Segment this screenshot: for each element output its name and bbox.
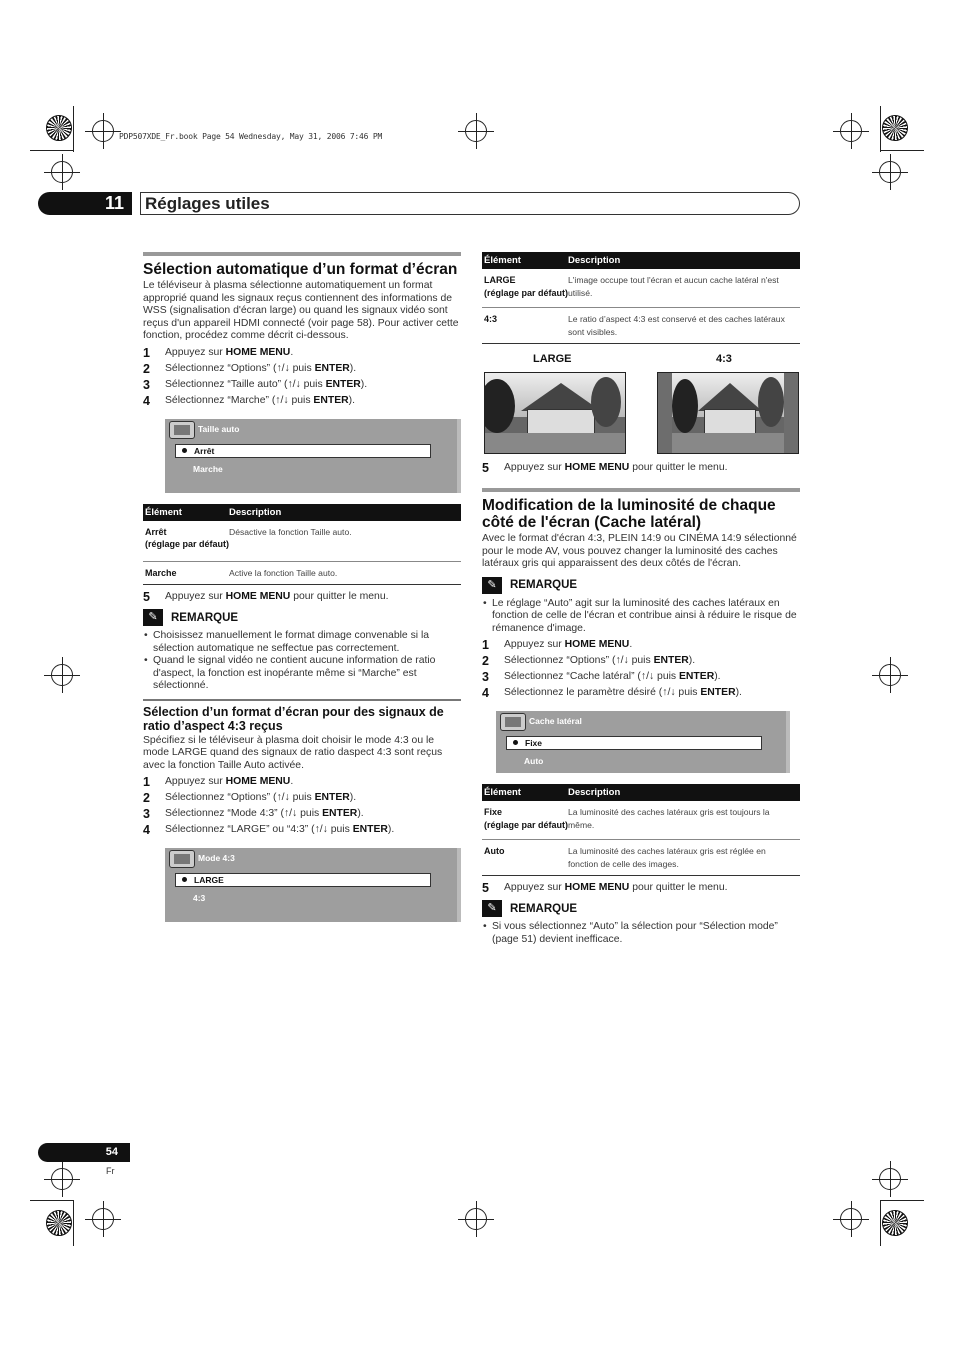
section-intro: Spécifiez si le téléviseur à plasma doit choisir le mode 4:3 ou le mode LARGE quand des signaux de ratio daspect 4:3 sont reçus avec la fonction Taille Auto activée.: [143, 734, 443, 771]
table-mode-43: [482, 252, 800, 344]
menu-option[interactable]: 4:3: [193, 893, 206, 903]
note-list: [482, 921, 800, 946]
section-title-cache-lateral: Modification de la luminosité de chaque côté de l'écran (Cache latéral): [482, 497, 776, 531]
menu-title: Taille auto: [198, 423, 240, 434]
section-rule: [482, 488, 800, 492]
menu-option[interactable]: Auto: [524, 756, 544, 766]
menu-screen-taille-auto: [165, 419, 461, 493]
registration-star-mark: [46, 115, 72, 141]
photo-large-mode: [484, 372, 626, 454]
menu-option-selected[interactable]: Fixe: [506, 736, 762, 750]
note-item: • Si vous sélectionnez “Auto” la sélection pour “Sélection mode” (page 51) devient inefficace.: [492, 921, 800, 946]
note-item: • Quand le signal vidéo ne contient aucune information de ratio d'aspect, la fonction est inopérante même si “Marche” est sélectionné.: [153, 655, 461, 693]
registration-star-mark: [46, 1210, 72, 1236]
side-mask: [658, 373, 672, 453]
registration-cross-mark: [840, 1208, 862, 1230]
left-column: [143, 252, 461, 922]
table-taille-auto: [143, 504, 461, 586]
page-language: Fr: [106, 1166, 115, 1176]
section-rule: [143, 252, 461, 256]
registration-cross-mark: [840, 120, 862, 142]
registration-star-mark: [882, 115, 908, 141]
steps-list: [482, 637, 800, 701]
tv-icon: [169, 421, 195, 439]
chapter-title: Réglages utiles: [140, 192, 800, 215]
registration-cross-mark: [879, 161, 901, 183]
section-rule: [143, 699, 461, 701]
table-cache-lateral: [482, 784, 800, 876]
tv-icon: [500, 713, 526, 731]
step-item: 2 Sélectionnez “Options” (↑/↓ puis ENTER).: [143, 361, 357, 376]
crop-line: [880, 150, 924, 151]
steps-list: [143, 774, 461, 838]
crop-line: [30, 150, 74, 151]
menu-screen-cache-lateral: [496, 711, 790, 773]
menu-option-selected[interactable]: Arrêt: [175, 444, 431, 458]
step-item: 1 Appuyez sur HOME MENU.: [482, 638, 633, 652]
note-item: • Choisissez manuellement le format dimage convenable si la sélection automatique ne seffectue pas correctement.: [153, 630, 461, 655]
crop-line: [880, 106, 881, 152]
step-item: 5 Appuyez sur HOME MENU pour quitter le menu.: [482, 881, 728, 895]
registration-cross-mark: [92, 120, 114, 142]
table-row: Arrêt (réglage par défaut) Désactive la fonction Taille auto.: [143, 521, 461, 562]
registration-cross-mark: [51, 1168, 73, 1190]
table-row: LARGE (réglage par défaut) L'image occupe tout l'écran et aucun cache latéral n'est utilisé.: [482, 269, 800, 308]
menu-option-selected[interactable]: LARGE: [175, 873, 431, 887]
step-item: 4 Sélectionnez “LARGE” ou “4:3” (↑/↓ puis ENTER).: [143, 823, 395, 837]
crop-line: [73, 106, 74, 152]
section-title-43-signal: Sélection d’un format d’écran pour des signaux de ratio d’aspect 4:3 reçus: [143, 704, 444, 733]
page-number: 54: [38, 1143, 130, 1162]
crop-line: [880, 1200, 881, 1246]
image-label-large: LARGE: [533, 353, 572, 365]
table-header: Élément Description: [143, 504, 461, 521]
menu-screen-mode-43: [165, 848, 461, 922]
side-mask: [784, 373, 798, 453]
step-item: 5 Appuyez sur HOME MENU pour quitter le menu.: [482, 461, 728, 475]
chapter-number: 11: [38, 192, 132, 215]
note-item: • Le réglage “Auto” agit sur la luminosité des caches latéraux en fonction de celle de l'écran et contribue ainsi à réduire le risque de rémanence d'image.: [492, 598, 800, 636]
menu-option[interactable]: Marche: [193, 463, 223, 474]
registration-cross-mark: [51, 664, 73, 686]
step-item: 3 Sélectionnez “Taille auto” (↑/↓ puis ENTER).: [143, 377, 368, 392]
registration-cross-mark: [465, 1208, 487, 1230]
step-item: 4 Sélectionnez le paramètre désiré (↑/↓ puis ENTER).: [482, 686, 742, 700]
note-heading: ✎ REMARQUE: [143, 609, 461, 626]
step-item: 1 Appuyez sur HOME MENU.: [143, 775, 294, 789]
step-item: 3 Sélectionnez “Cache latéral” (↑/↓ puis ENTER).: [482, 670, 721, 684]
book-info-line: PDP507XDE_Fr.book Page 54 Wednesday, May 31, 2006 7:46 PM: [119, 132, 383, 141]
registration-cross-mark: [51, 161, 73, 183]
right-column-lower: [482, 460, 800, 946]
photo-43-mode: [657, 372, 799, 454]
section-intro: Avec le format d'écran 4:3, PLEIN 14:9 ou CINÉMA 14:9 sélectionné pour le mode AV, vous pouvez changer la luminosité des caches latéraux gris qui apparaissent des deux côtés de l'écran.: [482, 533, 797, 569]
note-pencil-icon: ✎: [482, 577, 502, 594]
crop-line: [30, 1200, 74, 1201]
tv-icon: [169, 850, 195, 868]
menu-title: Mode 4:3: [198, 853, 235, 863]
note-heading: ✎ REMARQUE: [482, 900, 800, 917]
registration-cross-mark: [465, 120, 487, 142]
table-header: Élément Description: [482, 784, 800, 801]
section-title-auto-format: Sélection automatique d’un format d’écran: [143, 261, 458, 278]
table-header: Élément Description: [482, 252, 800, 269]
step-item: 1 Appuyez sur HOME MENU.: [143, 345, 294, 360]
right-column: [482, 252, 800, 344]
note-list: [143, 630, 461, 693]
steps-list: [143, 345, 461, 409]
table-row: Marche Active la fonction Taille auto.: [145, 567, 338, 578]
registration-cross-mark: [92, 1208, 114, 1230]
note-pencil-icon: ✎: [143, 609, 163, 626]
note-list: [482, 598, 800, 636]
step-item: 3 Sélectionnez “Mode 4:3” (↑/↓ puis ENTER).: [143, 807, 364, 821]
step-item: 5 Appuyez sur HOME MENU pour quitter le menu.: [143, 590, 389, 604]
table-row: Auto La luminosité des caches latéraux gris est réglée en fonction de celle des images.: [484, 846, 766, 869]
registration-star-mark: [882, 1210, 908, 1236]
table-row: Fixe (réglage par défaut) La luminosité des caches latéraux gris est toujours la même.: [482, 801, 800, 840]
table-row: 4:3 Le ratio d’aspect 4:3 est conservé et des caches latéraux sont visibles.: [484, 314, 785, 337]
note-heading: ✎ REMARQUE: [482, 577, 800, 594]
step-item: 2 Sélectionnez “Options” (↑/↓ puis ENTER).: [143, 791, 357, 805]
note-pencil-icon: ✎: [482, 900, 502, 917]
registration-cross-mark: [879, 1168, 901, 1190]
registration-cross-mark: [879, 664, 901, 686]
step-item: 2 Sélectionnez “Options” (↑/↓ puis ENTER).: [482, 654, 696, 668]
menu-title: Cache latéral: [529, 716, 582, 726]
crop-line: [880, 1200, 924, 1201]
step-item: 4 Sélectionnez “Marche” (↑/↓ puis ENTER).: [143, 393, 355, 408]
crop-line: [73, 1200, 74, 1246]
section-intro: Le téléviseur à plasma sélectionne automatiquement un format approprié quand les signaux reçus contiennent des informations de WSS (signalisation d'écran large) ou quand les signaux vidéo sont reçus d'un appareil HDMI connecté (voir page 58). Pour activer cette fonction, procédez comme décrit ci-dessous.: [143, 280, 459, 341]
image-label-43: 4:3: [716, 353, 732, 365]
